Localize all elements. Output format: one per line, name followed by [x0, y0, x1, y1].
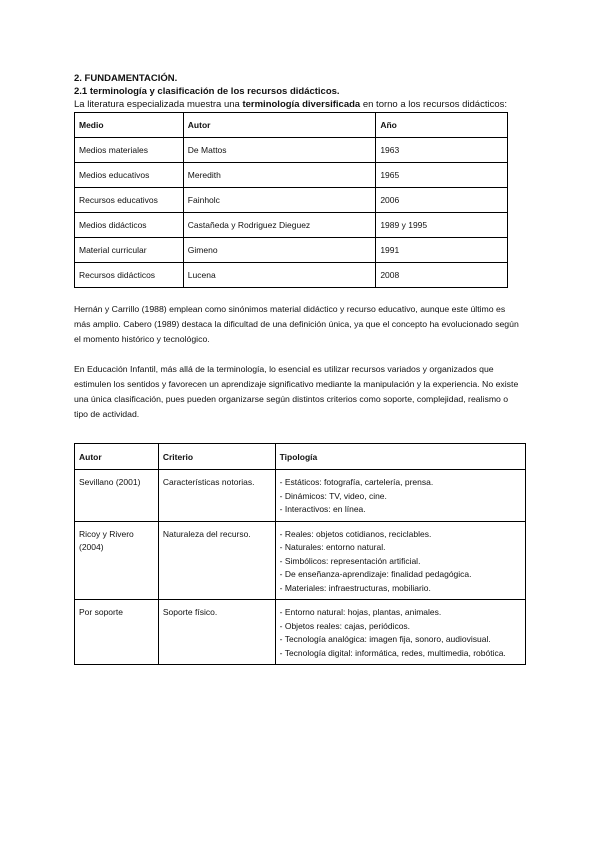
tipologia-list [280, 476, 521, 517]
cell-autor: De Mattos [183, 138, 376, 163]
cell-medio: Recursos educativos [75, 188, 184, 213]
intro-sentence [74, 98, 534, 111]
cell-medio: Recursos didácticos [75, 263, 184, 288]
cell-autor: Meredith [183, 163, 376, 188]
list-item: - Tecnología analógica: imagen fija, sonoro, audiovisual. [280, 633, 521, 647]
list-item: - Naturales: entorno natural. [280, 541, 521, 555]
cell-medio: Medios educativos [75, 163, 184, 188]
cell-tipologia [275, 470, 525, 522]
cell-autor: Por soporte [75, 600, 159, 665]
intro-bold-term: terminología diversificada [242, 99, 361, 110]
cell-anio: 2008 [376, 263, 508, 288]
list-item: - Tecnología digital: informática, redes, multimedia, robótica. [280, 647, 521, 661]
terminology-table [74, 112, 508, 288]
column-header-autor: Autor [75, 444, 159, 470]
list-item: - Objetos reales: cajas, periódicos. [280, 620, 521, 634]
cell-medio: Medios materiales [75, 138, 184, 163]
table-row [75, 238, 508, 263]
subsection-heading: 2.1 terminología y clasificación de los recursos didácticos. [74, 86, 340, 97]
cell-tipologia [275, 600, 525, 665]
cell-criterio: Características notorias. [158, 470, 275, 522]
table-header-row [75, 113, 508, 138]
cell-criterio: Soporte físico. [158, 600, 275, 665]
column-header-autor: Autor [183, 113, 376, 138]
cell-anio: 1963 [376, 138, 508, 163]
table-row [75, 138, 508, 163]
table-row [75, 600, 526, 665]
paragraph-synonyms: Hernán y Carrillo (1988) emplean como sinónimos material didáctico y recurso educativo, aunque este último es más amplio. Cabero (1989) destaca la dificultad de una definición única, ya que el concepto ha evolucionado según el momento histórico y tecnológico. [74, 304, 519, 344]
cell-anio: 1965 [376, 163, 508, 188]
section-heading: 2. FUNDAMENTACIÓN. [74, 73, 178, 84]
cell-tipologia [275, 521, 525, 600]
cell-autor: Ricoy y Rivero (2004) [75, 521, 159, 600]
table-row [75, 163, 508, 188]
table-row [75, 470, 526, 522]
cell-autor: Castañeda y Rodriguez Dieguez [183, 213, 376, 238]
cell-anio: 1991 [376, 238, 508, 263]
list-item: - Simbólicos: representación artificial. [280, 555, 521, 569]
tipologia-list [280, 528, 521, 596]
table-row [75, 263, 508, 288]
cell-anio: 2006 [376, 188, 508, 213]
column-header-medio: Medio [75, 113, 184, 138]
list-item: - De enseñanza-aprendizaje: finalidad pedagógica. [280, 568, 521, 582]
list-item: - Interactivos: en línea. [280, 503, 521, 517]
intro-text-before: La literatura especializada muestra una [74, 99, 243, 110]
column-header-tipologia: Tipología [275, 444, 525, 470]
list-item: - Materiales: infraestructuras, mobiliario. [280, 582, 521, 596]
cell-autor: Lucena [183, 263, 376, 288]
cell-medio: Medios didácticos [75, 213, 184, 238]
cell-autor: Sevillano (2001) [75, 470, 159, 522]
table-row [75, 521, 526, 600]
list-item: - Dinámicos: TV, video, cine. [280, 490, 521, 504]
intro-text-after: en torno a los recursos didácticos: [360, 99, 507, 110]
tipologia-list [280, 606, 521, 660]
cell-autor: Gimeno [183, 238, 376, 263]
table-row [75, 213, 508, 238]
list-item: - Entorno natural: hojas, plantas, animales. [280, 606, 521, 620]
classification-table [74, 443, 526, 665]
cell-autor: Fainholc [183, 188, 376, 213]
cell-criterio: Naturaleza del recurso. [158, 521, 275, 600]
table-header-row [75, 444, 526, 470]
cell-medio: Material curricular [75, 238, 184, 263]
column-header-criterio: Criterio [158, 444, 275, 470]
table-row [75, 188, 508, 213]
paragraph-infantil: En Educación Infantil, más allá de la terminología, lo esencial es utilizar recursos variados y organizados que estimulen los sentidos y favorecen un aprendizaje significativo mediante la manipulación y la experiencia. No existe una única clasificación, pues pueden organizarse según distintos criterios como soporte, complejidad, realismo o tipo de actividad. [74, 364, 519, 419]
list-item: - Reales: objetos cotidianos, reciclables. [280, 528, 521, 542]
column-header-anio: Año [376, 113, 508, 138]
cell-anio: 1989 y 1995 [376, 213, 508, 238]
document-content [74, 72, 534, 665]
list-item: - Estáticos: fotografía, cartelería, prensa. [280, 476, 521, 490]
